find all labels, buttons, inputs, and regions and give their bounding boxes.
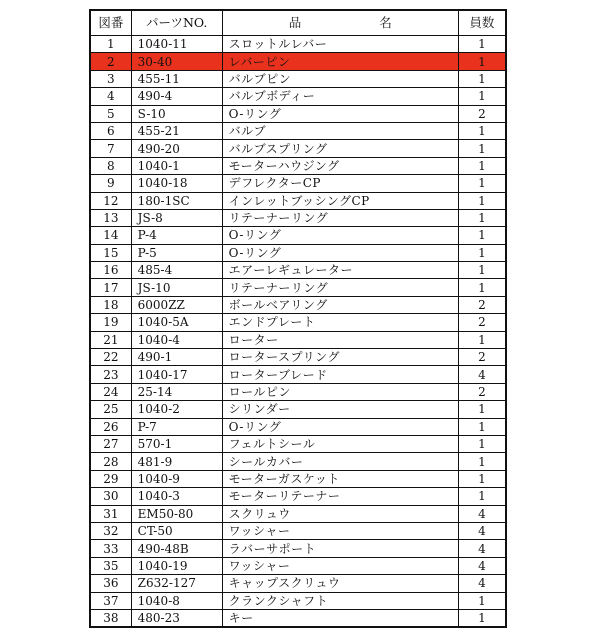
quantity-cell: 1 [458, 401, 506, 418]
table-row [90, 470, 506, 487]
part-number-cell: P-5 [131, 244, 222, 261]
figure-number-cell: 1 [90, 36, 131, 53]
part-name-cell: エンドプレート [222, 314, 458, 331]
part-number-cell: 490-20 [131, 140, 222, 157]
part-name-cell: O-リング [222, 418, 458, 435]
table-row [90, 418, 506, 435]
part-number-cell: 1040-4 [131, 331, 222, 348]
figure-number-cell: 18 [90, 296, 131, 313]
table-row [90, 122, 506, 139]
part-number-cell: 1040-2 [131, 401, 222, 418]
table-row [90, 192, 506, 209]
table-row [90, 157, 506, 174]
table-row [90, 540, 506, 557]
part-number-cell: EM50-80 [131, 505, 222, 522]
table-row [90, 227, 506, 244]
part-number-cell: 1040-8 [131, 592, 222, 609]
quantity-cell: 1 [458, 192, 506, 209]
part-name-cell: バルブボディー [222, 88, 458, 105]
header-part-name [222, 10, 458, 36]
part-number-cell: 1040-17 [131, 366, 222, 383]
part-name-cell: フェルトシール [222, 435, 458, 452]
figure-number-cell: 6 [90, 122, 131, 139]
part-name-cell: ロールピン [222, 383, 458, 400]
quantity-cell: 1 [458, 70, 506, 87]
part-number-cell: 490-48B [131, 540, 222, 557]
part-name-cell: ローターブレード [222, 366, 458, 383]
table-row [90, 262, 506, 279]
quantity-cell: 1 [458, 209, 506, 226]
table-row [90, 140, 506, 157]
quantity-cell: 1 [458, 331, 506, 348]
part-name-cell: ラバーサポート [222, 540, 458, 557]
figure-number-cell: 12 [90, 192, 131, 209]
part-name-cell: スクリュウ [222, 505, 458, 522]
figure-number-cell: 21 [90, 331, 131, 348]
quantity-cell: 4 [458, 540, 506, 557]
part-number-cell: P-4 [131, 227, 222, 244]
table-row [90, 105, 506, 122]
part-name-cell: リテーナーリング [222, 279, 458, 296]
table-row [90, 488, 506, 505]
part-number-cell: S-10 [131, 105, 222, 122]
part-name-cell: キャップスクリュウ [222, 575, 458, 592]
table-row [90, 505, 506, 522]
part-number-cell: 6000ZZ [131, 296, 222, 313]
quantity-cell: 1 [458, 175, 506, 192]
table-row [90, 331, 506, 348]
figure-number-cell: 5 [90, 105, 131, 122]
header-part-name-char-1: 品 [288, 15, 302, 30]
quantity-cell: 4 [458, 366, 506, 383]
part-name-cell: エアーレギュレーター [222, 262, 458, 279]
quantity-cell: 1 [458, 227, 506, 244]
figure-number-cell: 38 [90, 609, 131, 627]
part-name-cell: O-リング [222, 244, 458, 261]
figure-number-cell: 29 [90, 470, 131, 487]
parts-list-table [89, 9, 507, 628]
figure-number-cell: 28 [90, 453, 131, 470]
figure-number-cell: 23 [90, 366, 131, 383]
quantity-cell: 2 [458, 296, 506, 313]
figure-number-cell: 33 [90, 540, 131, 557]
part-number-cell: 480-23 [131, 609, 222, 627]
part-number-cell: 455-11 [131, 70, 222, 87]
quantity-cell: 1 [458, 140, 506, 157]
part-name-cell: ロータースプリング [222, 349, 458, 366]
part-name-cell: クランクシャフト [222, 592, 458, 609]
figure-number-cell: 14 [90, 227, 131, 244]
part-name-cell: O-リング [222, 227, 458, 244]
part-name-cell: O-リング [222, 105, 458, 122]
part-number-cell: 25-14 [131, 383, 222, 400]
part-number-cell: P-7 [131, 418, 222, 435]
part-number-cell: 570-1 [131, 435, 222, 452]
quantity-cell: 4 [458, 575, 506, 592]
quantity-cell: 1 [458, 88, 506, 105]
figure-number-cell: 3 [90, 70, 131, 87]
figure-number-cell: 27 [90, 435, 131, 452]
part-number-cell: 1040-3 [131, 488, 222, 505]
quantity-cell: 4 [458, 522, 506, 539]
quantity-cell: 2 [458, 349, 506, 366]
figure-number-cell: 24 [90, 383, 131, 400]
table-body [90, 36, 506, 628]
table-header [90, 10, 506, 36]
table-row [90, 592, 506, 609]
header-row [90, 10, 506, 36]
part-name-cell: ローター [222, 331, 458, 348]
quantity-cell: 1 [458, 488, 506, 505]
quantity-cell: 1 [458, 244, 506, 261]
part-name-cell: シリンダー [222, 401, 458, 418]
table-row [90, 314, 506, 331]
table-row [90, 296, 506, 313]
part-name-cell: キー [222, 609, 458, 627]
quantity-cell: 4 [458, 505, 506, 522]
table-row [90, 279, 506, 296]
quantity-cell: 2 [458, 383, 506, 400]
table-row [90, 575, 506, 592]
table-row [90, 88, 506, 105]
part-name-cell: バルブピン [222, 70, 458, 87]
part-name-cell: ワッシャー [222, 522, 458, 539]
table-row [90, 383, 506, 400]
part-number-cell: 180-1SC [131, 192, 222, 209]
part-number-cell: JS-8 [131, 209, 222, 226]
part-number-cell: 490-1 [131, 349, 222, 366]
part-number-cell: 30-40 [131, 53, 222, 70]
table-row [90, 70, 506, 87]
figure-number-cell: 31 [90, 505, 131, 522]
table-row [90, 401, 506, 418]
part-number-cell: 1040-18 [131, 175, 222, 192]
table-row [90, 53, 506, 70]
quantity-cell: 1 [458, 470, 506, 487]
part-name-cell: モーターガスケット [222, 470, 458, 487]
part-name-cell: スロットルレバー [222, 36, 458, 53]
figure-number-cell: 7 [90, 140, 131, 157]
figure-number-cell: 8 [90, 157, 131, 174]
figure-number-cell: 4 [90, 88, 131, 105]
table-row [90, 244, 506, 261]
header-part-name-char-2: 名 [379, 15, 392, 30]
table-row [90, 557, 506, 574]
table-row [90, 435, 506, 452]
part-name-cell: モーターハウジング [222, 157, 458, 174]
figure-number-cell: 26 [90, 418, 131, 435]
quantity-cell: 2 [458, 314, 506, 331]
part-number-cell: 1040-11 [131, 36, 222, 53]
part-name-cell: ワッシャー [222, 557, 458, 574]
figure-number-cell: 19 [90, 314, 131, 331]
table-row [90, 209, 506, 226]
part-name-cell: レバーピン [222, 53, 458, 70]
figure-number-cell: 16 [90, 262, 131, 279]
part-name-cell: リテーナーリング [222, 209, 458, 226]
quantity-cell: 1 [458, 453, 506, 470]
figure-number-cell: 32 [90, 522, 131, 539]
figure-number-cell: 30 [90, 488, 131, 505]
part-name-cell: ボールベアリング [222, 296, 458, 313]
part-name-cell: デフレクターCP [222, 175, 458, 192]
header-quantity: 員数 [458, 10, 506, 36]
part-number-cell: 1040-1 [131, 157, 222, 174]
part-number-cell: 1040-9 [131, 470, 222, 487]
figure-number-cell: 37 [90, 592, 131, 609]
figure-number-cell: 2 [90, 53, 131, 70]
part-number-cell: CT-50 [131, 522, 222, 539]
figure-number-cell: 15 [90, 244, 131, 261]
quantity-cell: 4 [458, 557, 506, 574]
header-part-number: パーツNO. [131, 10, 222, 36]
figure-number-cell: 35 [90, 557, 131, 574]
part-number-cell: 485-4 [131, 262, 222, 279]
part-number-cell: 481-9 [131, 453, 222, 470]
quantity-cell: 1 [458, 122, 506, 139]
part-number-cell: Z632-127 [131, 575, 222, 592]
quantity-cell: 1 [458, 435, 506, 452]
part-name-cell: インレットブッシングCP [222, 192, 458, 209]
figure-number-cell: 36 [90, 575, 131, 592]
part-number-cell: 1040-19 [131, 557, 222, 574]
quantity-cell: 1 [458, 36, 506, 53]
quantity-cell: 1 [458, 53, 506, 70]
part-number-cell: JS-10 [131, 279, 222, 296]
figure-number-cell: 22 [90, 349, 131, 366]
quantity-cell: 2 [458, 105, 506, 122]
figure-number-cell: 9 [90, 175, 131, 192]
part-name-cell: バルブスプリング [222, 140, 458, 157]
table-row [90, 522, 506, 539]
figure-number-cell: 13 [90, 209, 131, 226]
table-row [90, 36, 506, 53]
part-number-cell: 1040-5A [131, 314, 222, 331]
quantity-cell: 1 [458, 418, 506, 435]
figure-number-cell: 25 [90, 401, 131, 418]
figure-number-cell: 17 [90, 279, 131, 296]
quantity-cell: 1 [458, 592, 506, 609]
table-row [90, 609, 506, 627]
header-figure-number: 図番 [90, 10, 131, 36]
table-row [90, 349, 506, 366]
part-name-cell: バルブ [222, 122, 458, 139]
part-name-cell: モーターリテーナー [222, 488, 458, 505]
quantity-cell: 1 [458, 279, 506, 296]
part-number-cell: 490-4 [131, 88, 222, 105]
quantity-cell: 1 [458, 609, 506, 627]
table-row [90, 175, 506, 192]
quantity-cell: 1 [458, 262, 506, 279]
part-name-cell: シールカバー [222, 453, 458, 470]
quantity-cell: 1 [458, 157, 506, 174]
part-number-cell: 455-21 [131, 122, 222, 139]
table-row [90, 453, 506, 470]
table-row [90, 366, 506, 383]
